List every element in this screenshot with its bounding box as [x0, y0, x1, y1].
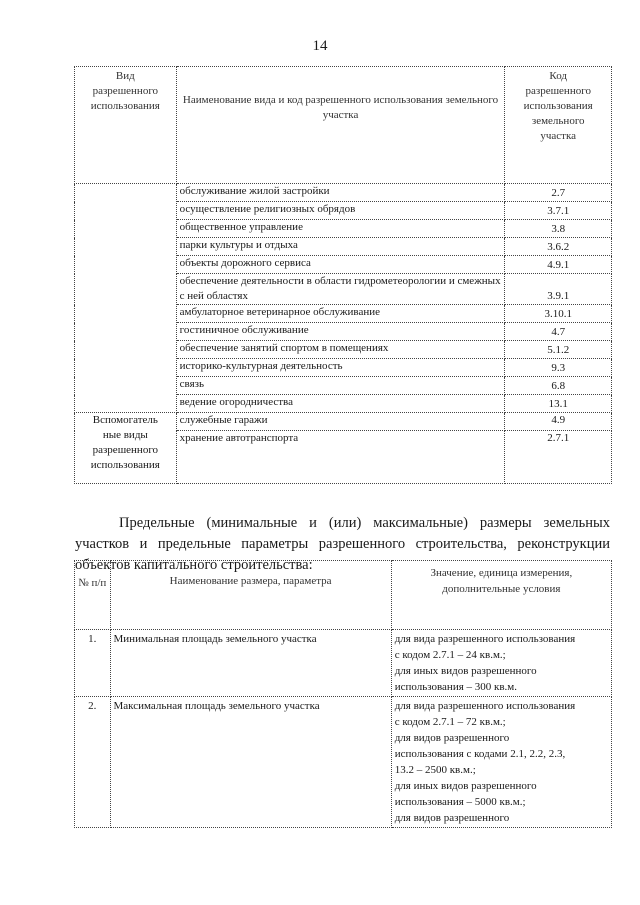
header-line: земельного: [531, 115, 585, 127]
use-name: объекты дорожного сервиса: [176, 256, 505, 274]
value-line: с кодом 2.7.1 – 24 кв.м.;: [394, 649, 506, 661]
use-code: 4.9: [505, 413, 612, 431]
use-name: парки культуры и отдыха: [176, 238, 505, 256]
parameter-value: [391, 697, 611, 828]
header-parameter-name: Наименование размера, параметра: [110, 561, 391, 630]
use-code: 3.10.1: [505, 305, 612, 323]
use-code: 3.7.1: [505, 202, 612, 220]
header-line: использования: [90, 100, 160, 112]
header-line: использования: [523, 100, 593, 112]
value-line: для вида разрешенного использования: [394, 633, 576, 645]
use-code: 4.9.1: [505, 256, 612, 274]
land-parameters-table: [74, 560, 612, 828]
label-line: ные виды: [102, 429, 148, 441]
value-line: для видов разрешенного: [394, 812, 510, 824]
use-name: хранение автотранспорта: [176, 431, 505, 484]
intro-paragraph: Предельные (минимальные и (или) максимальные) размеры земельных участков и предельные параметры разрешенного строительства, реконструкции объектов капитального строительства:: [75, 514, 610, 573]
use-name: обслуживание жилой застройки: [176, 184, 505, 202]
use-name: обеспечение занятий спортом в помещениях: [176, 341, 505, 359]
use-code: 2.7: [505, 184, 612, 202]
use-code: 4.7: [505, 323, 612, 341]
use-name: обеспечение деятельности в области гидрометеорологии и смежных с ней областях: [176, 274, 505, 305]
header-use-type: [75, 67, 177, 184]
value-line: с кодом 2.7.1 – 72 кв.м.;: [394, 716, 506, 728]
header-line: разрешенного: [92, 85, 159, 97]
label-line: использования: [90, 459, 160, 471]
label-line: Вспомогатель: [92, 414, 158, 426]
value-line: использования – 5000 кв.м.;: [394, 796, 526, 808]
table-row: [75, 697, 612, 828]
header-use-name: Наименование вида и код разрешенного использования земельного участка: [176, 67, 505, 184]
use-name: осуществление религиозных обрядов: [176, 202, 505, 220]
table-row: [75, 413, 612, 431]
use-name: амбулаторное ветеринарное обслуживание: [176, 305, 505, 323]
parameter-value: [391, 630, 611, 697]
label-line: разрешенного: [92, 444, 159, 456]
table-header-row: [75, 67, 612, 184]
header-value: [391, 561, 611, 630]
value-line: 13.2 – 2500 кв.м.;: [394, 764, 476, 776]
value-line: для иных видов разрешенного: [394, 780, 537, 792]
table-header-row: [75, 561, 612, 630]
parameter-name: Минимальная площадь земельного участка: [110, 630, 391, 697]
use-name: историко-культурная деятельность: [176, 359, 505, 377]
header-line: дополнительные условия: [442, 583, 561, 595]
header-use-code: [505, 67, 612, 184]
row-number: 2.: [75, 697, 111, 828]
auxiliary-uses-label: [75, 413, 177, 484]
use-code: 3.9.1: [505, 274, 612, 305]
value-line: для вида разрешенного использования: [394, 700, 576, 712]
permitted-uses-table: [74, 66, 612, 484]
header-line: Значение, единица измерения,: [430, 567, 573, 579]
value-line: для видов разрешенного: [394, 732, 510, 744]
use-code: 13.1: [505, 395, 612, 413]
use-code: 5.1.2: [505, 341, 612, 359]
use-name: связь: [176, 377, 505, 395]
header-line: Код: [549, 70, 567, 82]
use-name: служебные гаражи: [176, 413, 505, 431]
parameter-name: Максимальная площадь земельного участка: [110, 697, 391, 828]
main-uses-group-cell: [75, 184, 177, 413]
value-line: использования – 300 кв.м.: [394, 681, 518, 693]
use-code: 3.8: [505, 220, 612, 238]
use-code: 9.3: [505, 359, 612, 377]
use-code: 2.7.1: [505, 431, 612, 484]
value-line: для иных видов разрешенного: [394, 665, 537, 677]
value-line: использования с кодами 2.1, 2.2, 2.3,: [394, 748, 566, 760]
header-line: разрешенного: [525, 85, 591, 97]
use-code: 3.6.2: [505, 238, 612, 256]
header-number: № п/п: [75, 561, 111, 630]
use-code: 6.8: [505, 377, 612, 395]
page-number: 14: [312, 38, 328, 54]
header-line: участка: [540, 130, 577, 142]
table-row: [75, 630, 612, 697]
use-name: общественное управление: [176, 220, 505, 238]
header-line: Вид: [115, 70, 135, 82]
table-row: [75, 184, 612, 202]
row-number: 1.: [75, 630, 111, 697]
use-name: ведение огородничества: [176, 395, 505, 413]
use-name: гостиничное обслуживание: [176, 323, 505, 341]
